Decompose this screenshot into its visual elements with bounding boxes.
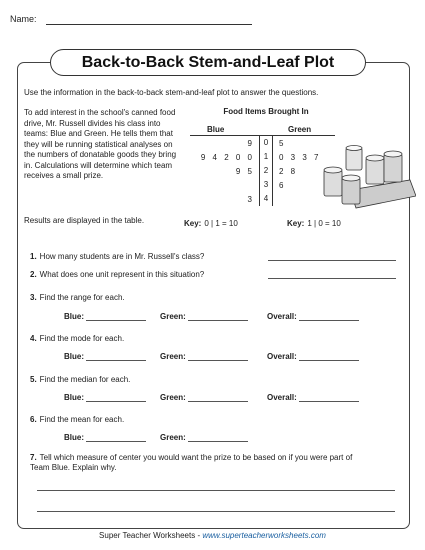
stem-leaf-plot	[185, 136, 335, 206]
overall-mode-field[interactable]	[299, 360, 359, 361]
stem: 3	[259, 178, 273, 192]
overall-median-field[interactable]	[299, 401, 359, 402]
footer: Super Teacher Worksheets - www.superteacherworksheets.com	[99, 531, 326, 540]
plot-row	[185, 164, 335, 178]
answer-line-7b[interactable]	[37, 511, 395, 512]
question-1: 1. How many students are in Mr. Russell's class?	[30, 252, 205, 261]
key-label: Key:	[184, 219, 202, 228]
footer-link[interactable]: www.superteacherworksheets.com	[202, 531, 326, 540]
answer-line-1[interactable]	[268, 260, 396, 261]
plot-row	[185, 150, 335, 164]
canned-food-illustration	[320, 140, 416, 210]
green-header: Green	[288, 125, 312, 134]
stem: 4	[259, 192, 273, 206]
blue-leaves: 9 4 2 0 0	[200, 152, 253, 162]
green-leaves: 6	[279, 180, 285, 190]
question-3: 3. Find the range for each.	[30, 293, 125, 302]
question-4: 4. Find the mode for each.	[30, 334, 125, 343]
answer-line-7a[interactable]	[37, 490, 395, 491]
blue-median-field[interactable]	[86, 401, 146, 402]
plot-row	[185, 136, 335, 150]
blue-range-field[interactable]	[86, 320, 146, 321]
results-note: Results are displayed in the table.	[24, 216, 145, 225]
green-leaves: 2 8	[279, 166, 297, 176]
plot-title: Food Items Brought In	[223, 107, 309, 116]
plot-row	[185, 192, 335, 206]
green-range-field[interactable]	[188, 320, 248, 321]
key-label: Key:	[287, 219, 305, 228]
green-mean-field[interactable]	[188, 441, 248, 442]
question-6: 6. Find the mean for each.	[30, 415, 125, 424]
green-leaves: 5	[279, 138, 285, 148]
stem: 2	[259, 164, 273, 178]
overall-range-label: Overall:	[267, 312, 359, 321]
key-right	[287, 219, 341, 228]
name-field[interactable]	[46, 24, 252, 25]
stem: 0	[259, 136, 273, 150]
blue-mean-field[interactable]	[86, 441, 146, 442]
green-median-field[interactable]	[188, 401, 248, 402]
blue-mode-label: Blue:	[64, 352, 146, 361]
blue-median-label: Blue:	[64, 393, 146, 402]
overall-median-label: Overall:	[267, 393, 359, 402]
green-mode-field[interactable]	[188, 360, 248, 361]
intro-paragraph: To add interest in the school's canned food drive, Mr. Russell divides his class into teams: Blue and Green. He tells them that they will be running statistical analyses on the numbers of donatable goods they bring in. Calculations will determine which team receives a small prize.	[24, 108, 177, 180]
green-median-label: Green:	[160, 393, 248, 402]
green-range-label: Green:	[160, 312, 248, 321]
overall-range-field[interactable]	[299, 320, 359, 321]
key-left	[184, 219, 238, 228]
green-mean-label: Green:	[160, 433, 248, 442]
stem: 1	[259, 150, 273, 164]
green-mode-label: Green:	[160, 352, 248, 361]
question-7: 7. Tell which measure of center you would want the prize to be based on if you were part of Team Blue. Explain why.	[30, 453, 353, 472]
blue-leaves: 3	[247, 194, 253, 204]
instructions: Use the information in the back-to-back stem-and-leaf plot to answer the questions.	[24, 88, 319, 97]
blue-mean-label: Blue:	[64, 433, 146, 442]
name-label: Name:	[10, 14, 37, 24]
page-title: Back-to-Back Stem-and-Leaf Plot	[50, 49, 366, 76]
overall-mode-label: Overall:	[267, 352, 359, 361]
question-5: 5. Find the median for each.	[30, 375, 131, 384]
key-value: 0 | 1 = 10	[204, 219, 238, 228]
answer-line-2[interactable]	[268, 278, 396, 279]
blue-range-label: Blue:	[64, 312, 146, 321]
blue-leaves: 9	[247, 138, 253, 148]
plot-row	[185, 178, 335, 192]
green-leaves: 0 3 3 7	[279, 152, 320, 162]
blue-mode-field[interactable]	[86, 360, 146, 361]
key-value: 1 | 0 = 10	[307, 219, 341, 228]
question-2: 2. What does one unit represent in this situation?	[30, 270, 205, 279]
blue-leaves: 9 5	[235, 166, 253, 176]
blue-header: Blue	[207, 125, 225, 134]
